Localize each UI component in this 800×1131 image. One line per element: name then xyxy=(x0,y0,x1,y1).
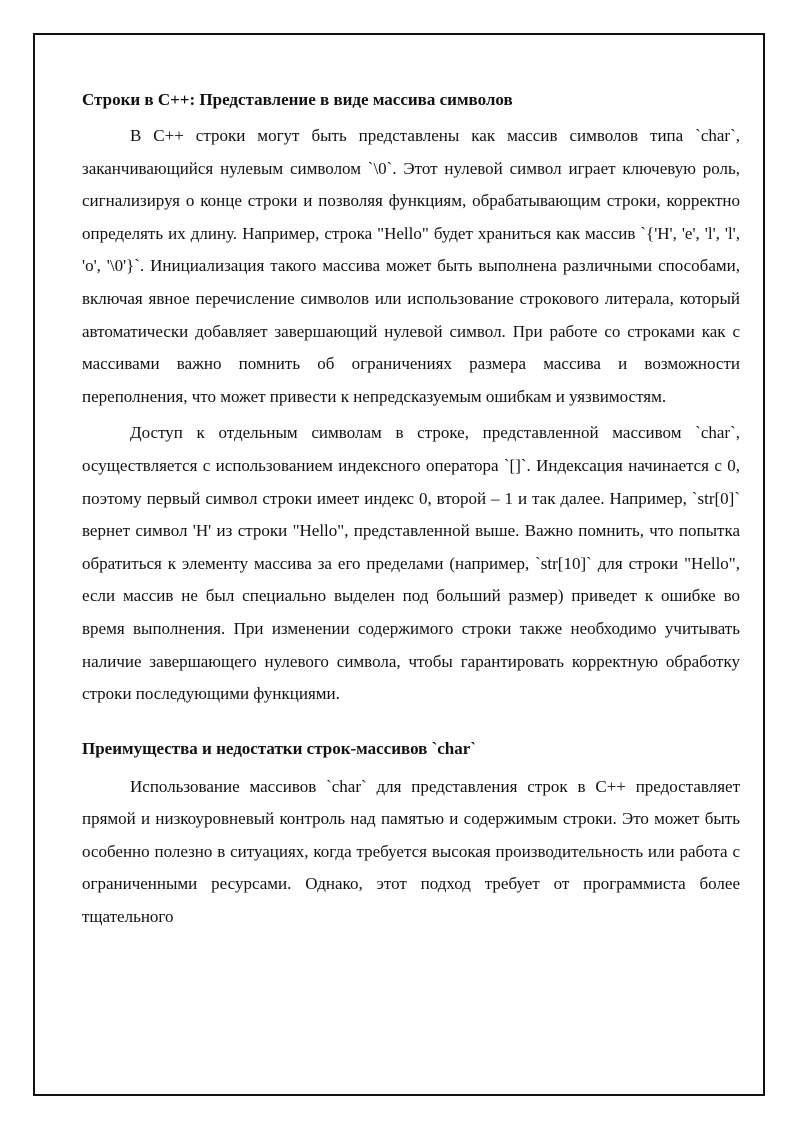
section-heading-pros-cons: Преимущества и недостатки строк-массивов `char` xyxy=(82,738,476,758)
paragraph-pros-cons: Использование массивов `char` для представления строк в С++ предоставляет прямой и низкоуровневый контроль над памятью и содержимым строки. Это может быть особенно полезно в ситуациях, когда требуется высокая производительность или работа с ограниченными ресурсами. Однако, этот подход требует от программиста более тщательного xyxy=(82,776,740,927)
paragraph-char-access: Доступ к отдельным символам в строке, представленной массивом `char`, осуществляется с использованием индексного оператора `[]`. Индексация начинается с 0, поэтому первый символ строки имеет индекс 0, второй – 1 и так далее. Например, `str[0]` вернет символ 'H' из строки "Hello", представленной выше. Важно помнить, что попытка обратиться к элементу массива за его пределами (например, `str[10]` для строки "Hello", если массив не был специально выделен под больший размер) приведет к ошибке во время выполнения. При изменении содержимого строки также необходимо учитывать наличие завершающего нулевого символа, чтобы гарантировать корректную обработку строки последующими функциями. xyxy=(82,423,740,704)
document-body xyxy=(82,84,740,934)
section-heading-char-array: Строки в С++: Представление в виде массива символов xyxy=(82,90,513,109)
paragraph-char-array-intro: В С++ строки могут быть представлены как массив символов типа `char`, заканчивающийся нулевым символом `\0`. Этот нулевой символ играет ключевую роль, сигнализируя о конце строки и позволяя функциям, обрабатывающим строки, корректно определять их длину. Например, строка "Hello" будет храниться как массив `{'H', 'e', 'l', 'l', 'o', '\0'}`. Инициализация такого массива может быть выполнена различными способами, включая явное перечисление символов или использование строкового литерала, который автоматически добавляет завершающий нулевой символ. При работе со строками как с массивами важно помнить об ограничениях размера массива и возможности переполнения, что может привести к непредсказуемым ошибкам и уязвимостям. xyxy=(82,126,740,406)
